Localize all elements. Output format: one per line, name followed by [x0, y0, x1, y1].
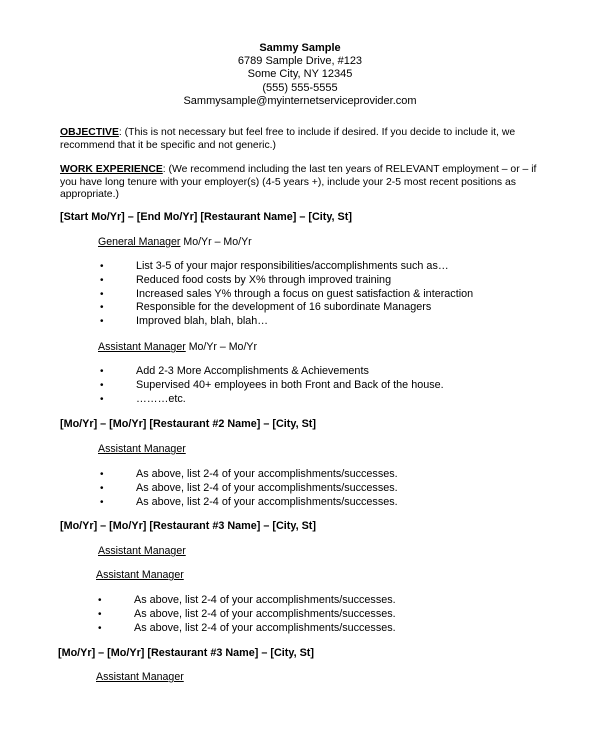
phone-number: (555) 555-5555 [262, 81, 338, 94]
work-experience-label: WORK EXPERIENCE [60, 164, 163, 175]
bullet-list [100, 260, 474, 329]
role-dates: Mo/Yr – Mo/Yr [185, 341, 257, 353]
bullet-list [100, 365, 444, 406]
role-line [98, 545, 186, 557]
role-dates: Mo/Yr – Mo/Yr [180, 236, 252, 248]
bullet-icon: • [100, 316, 104, 328]
role-title: Assistant Manager [98, 341, 186, 353]
bullet-list [98, 594, 396, 635]
list-item: • As above, list 2-4 of your accomplishments/successes. [100, 468, 398, 480]
role-title: Assistant Manager [96, 569, 184, 581]
list-item: • As above, list 2-4 of your accomplishments/successes. [98, 594, 396, 606]
role-title: General Manager [98, 236, 181, 248]
role-line [98, 341, 257, 353]
list-item: • Supervised 40+ employees in both Front and Back of the house. [100, 378, 444, 391]
work-experience-section [60, 164, 550, 202]
bullet-icon: • [98, 622, 102, 634]
role-line [96, 569, 184, 581]
bullet-icon: • [98, 608, 102, 620]
list-item: • Add 2-3 More Accomplishments & Achievements [100, 365, 369, 377]
bullet-icon: • [100, 274, 104, 286]
list-item: • List 3-5 of your major responsibilities/accomplishments such as… [100, 260, 449, 272]
list-item: • As above, list 2-4 of your accomplishments/successes. [98, 621, 396, 634]
work-experience-text: : (We recommend including the last ten years of RELEVANT employment – or – if you have long tenure with your employer(s) (4-5 years +), include your 2-5 most recent positions as appropriate.) [60, 164, 537, 201]
list-item: • As above, list 2-4 of your accomplishments/successes. [100, 481, 398, 494]
role-line [96, 671, 184, 683]
bullet-icon: • [100, 288, 104, 300]
job-heading: [Mo/Yr] – [Mo/Yr] [Restaurant #2 Name] – [City, St] [60, 418, 316, 430]
list-item: • Responsible for the development of 16 subordinate Managers [100, 301, 432, 314]
list-item: • As above, list 2-4 of your accomplishments/successes. [98, 607, 396, 620]
bullet-icon: • [100, 496, 104, 508]
email-address: Sammysample@myinternetserviceprovider.com [183, 94, 417, 107]
bullet-icon: • [100, 482, 104, 494]
bullet-icon: • [100, 261, 104, 272]
objective-text: : (This is not necessary but feel free to include if desired. If you decide to include it, we recommend that it be specific and not generic.) [60, 127, 516, 151]
objective-section [60, 127, 550, 152]
role-line [98, 443, 186, 455]
address-line-2: Some City, NY 12345 [247, 68, 353, 81]
bullet-icon: • [100, 469, 104, 480]
list-item: • Increased sales Y% through a focus on guest satisfaction & interaction [100, 287, 474, 300]
list-item: • Reduced food costs by X% through improved training [100, 273, 392, 286]
objective-label: OBJECTIVE [60, 127, 119, 138]
role-line [98, 236, 252, 248]
bullet-icon: • [100, 302, 104, 314]
bullet-icon: • [98, 595, 102, 606]
role-title: Assistant Manager [98, 545, 186, 557]
bullet-icon: • [100, 393, 104, 405]
applicant-name: Sammy Sample [259, 42, 341, 54]
job-heading: [Start Mo/Yr] – [End Mo/Yr] [Restaurant Name] – [City, St] [60, 211, 352, 223]
role-title: Assistant Manager [98, 443, 186, 455]
role-title: Assistant Manager [96, 671, 184, 683]
list-item: • ………etc. [100, 392, 186, 405]
bullet-list [100, 468, 398, 509]
address-line-1: 6789 Sample Drive, #123 [237, 55, 363, 68]
job-heading: [Mo/Yr] – [Mo/Yr] [Restaurant #3 Name] – [City, St] [58, 647, 314, 659]
list-item: • As above, list 2-4 of your accomplishments/successes. [100, 495, 398, 508]
bullet-icon: • [100, 366, 104, 377]
job-heading: [Mo/Yr] – [Mo/Yr] [Restaurant #3 Name] – [City, St] [60, 520, 316, 532]
contact-header [0, 42, 600, 108]
list-item: • Improved blah, blah, blah… [100, 315, 269, 328]
bullet-icon: • [100, 379, 104, 391]
